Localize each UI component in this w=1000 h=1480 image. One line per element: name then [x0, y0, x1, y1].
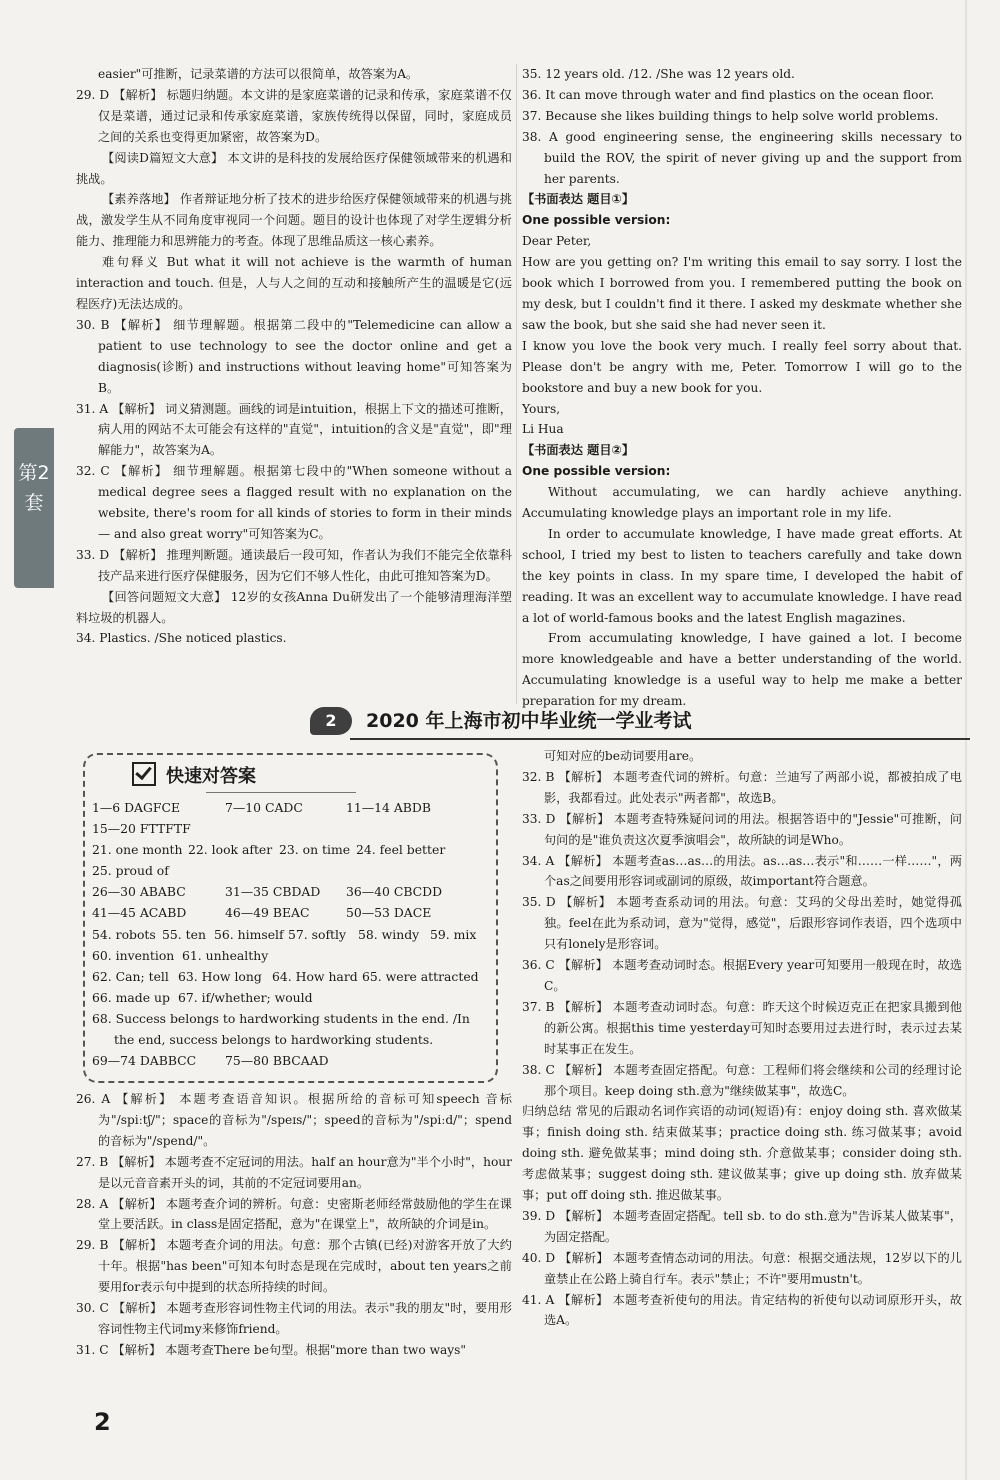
- answer-item: 55. ten: [162, 926, 206, 942]
- answer-item: 25. proud of: [92, 863, 169, 879]
- answer-explanation: 33. D 【解析】 推理判断题。通读最后一段可知，作者认为我们不能完全依靠科技产品来进行医疗保健服务，因为它们不够人性化，由此可推知答案为D。: [76, 547, 512, 583]
- letter-paragraph: How are you getting on? I'm writing this email to say sorry. I lost the book which I borrowed from you. I remembered putting the book on my desk, but I couldn't find it there. I asked my deskmate whether she saw the book, but she said she had never seen it.: [522, 255, 962, 332]
- version-label: One possible version:: [522, 213, 671, 228]
- letter-paragraph: I know you love the book very much. I really feel sorry about that. Please don't be angry with me, Peter. Tomorrow I will go to the bookstore and buy a new book for you.: [522, 338, 962, 395]
- exam-title-bar: [310, 705, 730, 739]
- set-tab: 第2套: [14, 428, 54, 588]
- answer-item: 65. were attracted: [362, 968, 479, 984]
- answer-item: 50—53 DACE: [346, 905, 432, 921]
- answer-item: 57. softly: [288, 926, 346, 942]
- answer-row: [92, 839, 492, 860]
- answer-row: [92, 945, 492, 966]
- answer-explanation: 35. D 【解析】 本题考查系动词的用法。句意：艾玛的父母出差时，她觉得孤独。feel在此为系动词，意为"觉得，感觉"，后跟形容词作表语，四个选项中只有lonely是形容词。: [522, 895, 962, 952]
- answer-explanation: 32. B 【解析】 本题考查代词的辨析。句意：兰迪写了两部小说，都被拍成了电影，我都看过。此处表示"两者都"，故选B。: [522, 769, 962, 805]
- answer-item: 26—30 ABABC: [92, 884, 186, 900]
- answer-item: 62. Can; tell: [92, 968, 169, 984]
- section-heading: 【书面表达 题目①】: [522, 192, 635, 207]
- letter-greeting: Dear Peter,: [522, 234, 592, 249]
- page-edge: [965, 0, 967, 1480]
- answer-line: 38. A good engineering sense, the engineering skills necessary to build the ROV, the spirit of never giving up and the support from her parents.: [522, 129, 962, 186]
- answer-explanation: 29. D 【解析】 标题归纳题。本文讲的是家庭菜谱的记录和传承，家庭菜谱不仅仅是菜谱，通过记录和传承家庭菜谱，家族传统得以保留，同时，家庭成员之间的关系也变得更加紧密，故答案为D。: [76, 87, 512, 144]
- answer-row: [92, 881, 492, 902]
- answer-item: 67. if/whether; would: [178, 989, 313, 1005]
- answer-explanation: 30. B 【解析】 细节理解题。根据第二段中的"Telemedicine can allow a patient to use technology to see the doctor online and get a diagnosis(诊断) and instructions without leaving home"可知答案为B。: [76, 317, 512, 395]
- quick-answer-heading: [132, 762, 256, 792]
- answer-item: 36—40 CBCDD: [346, 884, 443, 900]
- left-column-top: [76, 64, 512, 649]
- essay-paragraph: In order to accumulate knowledge, I have made great efforts. At school, I tried my best to listen to teachers carefully and take down the key points in class. In my spare time, I developed the habit of reading. It was an excellent way to accumulate knowledge. I have read a lot of world-famous books and the latest English magazines.: [522, 526, 963, 625]
- answer-explanation: 38. C 【解析】 本题考查固定搭配。句意：工程师们将会继续和公司的经理讨论那个项目。keep doing sth.意为"继续做某事"，故选C。: [522, 1062, 962, 1098]
- section-heading: 【书面表达 题目②】: [522, 443, 635, 458]
- answer-item: 68. Success belongs to hardworking students in the end. /In the end, success belongs to hardworking students.: [92, 1010, 470, 1048]
- answer-explanation: 31. A 【解析】 词义猜测题。画线的词是intuition，根据上下文的描述可推断，病人用的网站不太可能会有这样的"直觉"，intuition的含义是"直觉"，即"理解能力"，故答案为A。: [76, 401, 512, 458]
- answer-row: [92, 860, 492, 881]
- answer-explanation: 28. A 【解析】 本题考查介词的辨析。句意：史密斯老师经常鼓励他的学生在课堂上要活跃。in class是固定搭配，意为"在课堂上"，故所缺的介词是in。: [76, 1196, 512, 1232]
- column-divider: [516, 64, 517, 704]
- quick-answer-list: [92, 797, 492, 1071]
- answer-item: 64. How hard: [272, 968, 358, 984]
- answer-item: 66. made up: [92, 989, 170, 1005]
- answer-row: [92, 987, 492, 1008]
- answer-explanation: 26. A 【解析】 本题考查语音知识。根据所给的音标可知speech 音标为"/spiːtʃ/"；space的音标为"/speɪs/"；speed的音标为"/spiːd/"；spend的音标为"/spend/"。: [76, 1092, 512, 1148]
- checkbox-icon: [132, 762, 156, 786]
- answer-explanation: 37. B 【解析】 本题考查动词时态。句意：昨天这个时候迈克正在把家具搬到他的新公寓。根据this time yesterday可知时态要用过去进行时，表示过去某时某事正在发生。: [522, 999, 962, 1056]
- version-label: One possible version:: [522, 464, 671, 479]
- answer-explanation: 32. C 【解析】 细节理解题。根据第七段中的"When someone without a medical degree sees a flagged result with no explanation on the website, there's room for all kinds of stories to form in their minds — and also great worry"可知答案为C。: [76, 464, 512, 541]
- answer-row: [92, 797, 492, 818]
- answer-explanation: 30. C 【解析】 本题考查形容词性物主代词的用法。表示"我的朋友"时，要用形容词性物主代词my来修饰friend。: [76, 1301, 512, 1336]
- answer-explanation: 34. Plastics. /She noticed plastics.: [76, 631, 287, 646]
- passage-summary: 【回答问题短文大意】 12岁的女孩Anna Du研发出了一个能够清理海洋塑料垃圾的机器人。: [76, 589, 512, 625]
- right-column-top: [522, 64, 962, 712]
- exam-number-badge: 2: [310, 707, 352, 735]
- essay-paragraph: From accumulating knowledge, I have gained a lot. I become more knowledgeable and have a better understanding of the world. Accumulating knowledge is a useful way to help me make a better preparation for my dream.: [522, 631, 962, 709]
- text-paragraph: easier"可推断，记录菜谱的方法可以很简单，故答案为A。: [98, 67, 419, 81]
- essay-paragraph: Without accumulating, we can hardly achieve anything. Accumulating knowledge plays an important role in my life.: [522, 485, 962, 521]
- answer-row: [92, 1050, 492, 1071]
- letter-closing: Yours,: [522, 401, 561, 416]
- literacy-note: 【素养落地】 作者辩证地分析了技术的进步给医疗保健领域带来的机遇与挑战，激发学生从不同角度审视同一个问题。题目的设计也体现了对学生逻辑分析能力、推理能力和思辨能力的考查。体现了思维品质这一核心素养。: [76, 192, 512, 249]
- difficult-sentence-note: 难句释义 But what it will not achieve is the warmth of human interaction and touch. 但是，人与人之间的互动和接触所产生的温暖是它(远程医疗)无法达成的。: [76, 255, 512, 311]
- page-number: 2: [94, 1408, 111, 1436]
- answer-item: 59. mix: [430, 926, 477, 942]
- title-underline: [350, 738, 970, 740]
- answer-row: [92, 966, 492, 987]
- answer-item: 41—45 ACABD: [92, 905, 187, 921]
- answer-item: 22. look after: [188, 842, 273, 858]
- answer-item: 58. windy: [358, 926, 420, 942]
- left-column-bottom: [76, 1089, 512, 1361]
- answer-item: 54. robots: [92, 926, 156, 942]
- answer-row: [92, 1008, 492, 1050]
- answer-explanation: 33. D 【解析】 本题考查特殊疑问词的用法。根据答语中的"Jessie"可推断，问句问的是"谁负责这次夏季演唱会"，故所缺的词是Who。: [522, 811, 962, 847]
- answer-item: 63. How long: [178, 968, 262, 984]
- answer-explanation: 36. C 【解析】 本题考查动词时态。根据Every year可知要用一般现在时，故选C。: [522, 958, 962, 993]
- answer-item: 21. one month: [92, 842, 183, 858]
- passage-summary: 【阅读D篇短文大意】 本文讲的是科技的发展给医疗保健领域带来的机遇和挑战。: [76, 150, 512, 186]
- answer-item: 56. himself: [214, 926, 284, 942]
- answer-explanation: 31. C 【解析】 本题考查There be句型。根据"more than two ways": [76, 1342, 467, 1357]
- answer-item: 24. feel better: [356, 842, 446, 858]
- answer-item: 31—35 CBDAD: [225, 884, 321, 900]
- answer-item: 60. invention: [92, 947, 175, 963]
- answer-row: [92, 924, 492, 945]
- answer-explanation: 41. A 【解析】 本题考查祈使句的用法。肯定结构的祈使句以动词原形开头，故选A。: [522, 1292, 962, 1328]
- heading-underline: [206, 792, 356, 793]
- answer-line: 37. Because she likes building things to help solve world problems.: [522, 108, 939, 123]
- answer-line: 35. 12 years old. /12. /She was 12 years old.: [522, 67, 795, 81]
- answer-explanation: 39. D 【解析】 本题考查固定搭配。tell sb. to do sth.意为"告诉某人做某事"，为固定搭配。: [522, 1208, 962, 1244]
- answer-item: 1—6 DAGFCE: [92, 800, 180, 815]
- letter-signature: Li Hua: [522, 422, 564, 437]
- answer-row: [92, 902, 492, 923]
- answer-item: 69—74 DABBCC: [92, 1053, 197, 1069]
- answer-explanation: 34. A 【解析】 本题考查as…as…的用法。as…as…表示"和……一样……"，两个as之间要用形容词或副词的原级，故important符合题意。: [522, 853, 962, 889]
- answer-item: 75—80 BBCAAD: [225, 1053, 329, 1069]
- quick-answer-title: 快速对答案: [166, 766, 256, 787]
- answer-row: [92, 818, 492, 839]
- answer-explanation: 27. B 【解析】 本题考查不定冠词的用法。half an hour意为"半个小时"，hour是以元音音素开头的词，其前的不定冠词要用an。: [76, 1154, 512, 1190]
- answer-item: 11—14 ABDB: [346, 800, 431, 815]
- summary-note: 归纳总结 常见的后跟动名词作宾语的动词(短语)有：enjoy doing sth. 喜欢做某事；finish doing sth. 结束做某事；practice doing sth. 练习做某事；avoid doing sth. 避免做某事；mind doing sth. 介意做某事；consider doing sth. 考虑做某事；suggest doing sth. 建议做某事；give up doing sth. 放弃做某事；put off doing sth. 推迟做某事。: [522, 1104, 962, 1203]
- answer-item: 15—20 FTTFTF: [92, 821, 191, 837]
- answer-item: 61. unhealthy: [182, 947, 269, 963]
- answer-item: 46—49 BEAC: [225, 905, 310, 921]
- answer-explanation: 29. B 【解析】 本题考查介词的用法。句意：那个古镇(已经)对游客开放了大约十年。根据"has been"可知本句时态是现在完成时，about ten years之前要用for表示句中提到的状态所持续的时间。: [76, 1238, 512, 1295]
- answer-item: 23. on time: [279, 842, 351, 858]
- answer-explanation: 40. D 【解析】 本题考查情态动词的用法。句意：根据交通法规，12岁以下的儿童禁止在公路上骑自行车。表示"禁止；不许"要用mustn't。: [522, 1250, 962, 1286]
- answer-item: 7—10 CADC: [225, 800, 303, 815]
- text-paragraph: 可知对应的be动词要用are。: [544, 749, 702, 763]
- answer-line: 36. It can move through water and find plastics on the ocean floor.: [522, 87, 935, 102]
- exam-title: 2020 年上海市初中毕业统一学业考试: [366, 710, 692, 732]
- right-column-bottom: [522, 746, 962, 1331]
